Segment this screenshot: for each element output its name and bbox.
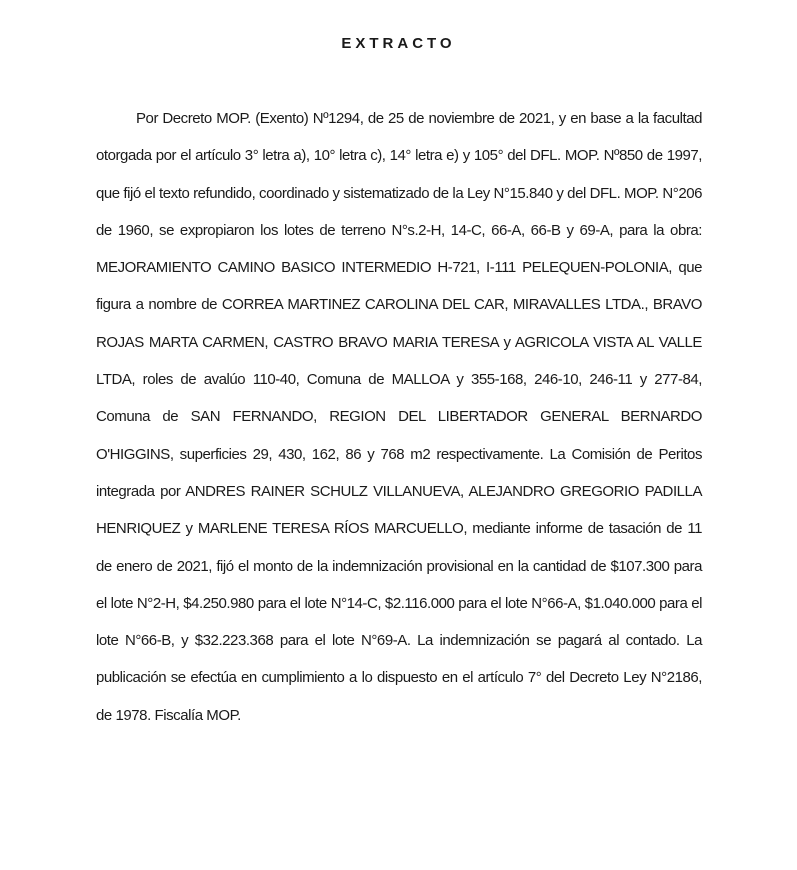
body-text: Por Decreto MOP. (Exento) Nº1294, de 25 de noviembre de 2021, y en base a la facultad otorgada por el artículo 3° letra a), 10° letra c), 14° letra e) y 105° del DFL. MOP. Nº850 de 1997, que fijó el texto refundido, coordinado y sistematizado de la Ley N°15.840 y del DFL. MOP. N°206 de 1960, se expropiaron los lotes de terreno N°s.2-H, 14-C, 66-A, 66-B y 69-A, para la obra: MEJORAMIENTO CAMINO BASICO INTERMEDIO H-721, I-111 PELEQUEN-POLONIA, que figura a nombre de CORREA MARTINEZ CAROLINA DEL CAR, MIRAVALLES LTDA., BRAVO ROJAS MARTA CARMEN, CASTRO BRAVO MARIA TERESA y AGRICOLA VISTA AL VALLE LTDA, roles de avalúo 110-40, Comuna de MALLOA y 355-168, 246-10, 246-11 y 277-84, Comuna de SAN FERNANDO, REGION DEL LIBERTADOR GENERAL BERNARDO O'HIGGINS, superficies 29, 430, 162, 86 y 768 m2 respectivamente. La Comisión de Peritos integrada por ANDRES RAINER SCHULZ VILLANUEVA, ALEJANDRO GREGORIO PADILLA HENRIQUEZ y MARLENE TERESA RÍOS MARCUELLO, mediante informe de tasación de 11 de enero de 2021, fijó el monto de la indemnización provisional en la cantidad de $107.300 para el lote N°2-H, $4.250.980 para el lote N°14-C, $2.116.000 para el lote N°66-A, $1.040.000 para el lote N°66-B, y $32.223.368 para el lote N°69-A. La indemnización se pagará al contado. La publicación se efectúa en cumplimiento a lo dispuesto en el artículo 7° del Decreto Ley N°2186, de 1978. Fiscalía MOP. (96, 110, 702, 724)
document-title: EXTRACTO (341, 35, 456, 52)
document-body-paragraph (96, 100, 702, 734)
